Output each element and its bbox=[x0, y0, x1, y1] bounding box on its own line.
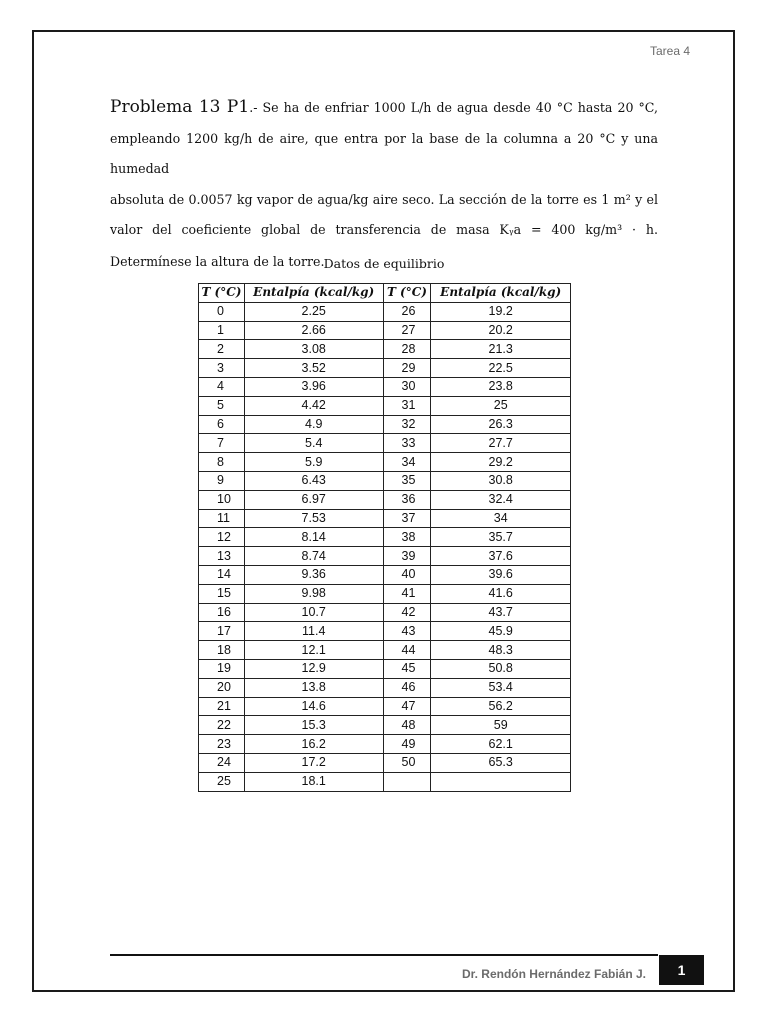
temperature-cell: 34 bbox=[383, 453, 431, 472]
enthalpy-cell: 12.9 bbox=[244, 659, 383, 678]
temperature-cell: 10 bbox=[199, 490, 245, 509]
enthalpy-cell: 9.98 bbox=[244, 584, 383, 603]
table-row bbox=[199, 396, 571, 415]
table-row bbox=[199, 509, 571, 528]
table-row bbox=[199, 302, 571, 321]
enthalpy-cell: 53.4 bbox=[431, 678, 571, 697]
enthalpy-cell: 65.3 bbox=[431, 753, 571, 772]
problem-line-2: empleando 1200 kg/h de aire, que entra por la base de la columna a 20 °C y una humedad bbox=[110, 130, 658, 176]
enthalpy-cell: 2.25 bbox=[244, 302, 383, 321]
temperature-cell: 19 bbox=[199, 659, 245, 678]
enthalpy-cell: 6.97 bbox=[244, 490, 383, 509]
temperature-cell: 18 bbox=[199, 641, 245, 660]
temperature-cell: 48 bbox=[383, 716, 431, 735]
table-row bbox=[199, 434, 571, 453]
problem-question: Determínese la altura de la torre. bbox=[110, 253, 325, 269]
enthalpy-cell: 41.6 bbox=[431, 584, 571, 603]
header-label: Tarea 4 bbox=[649, 44, 690, 58]
problem-statement bbox=[110, 92, 658, 278]
enthalpy-cell: 3.08 bbox=[244, 340, 383, 359]
table-row bbox=[199, 490, 571, 509]
temperature-cell: 22 bbox=[199, 716, 245, 735]
header-temperature-1: T (°C) bbox=[199, 284, 245, 303]
problem-title: Problema 13 P1 bbox=[110, 97, 250, 117]
temperature-cell: 3 bbox=[199, 359, 245, 378]
enthalpy-cell: 48.3 bbox=[431, 641, 571, 660]
enthalpy-cell: 62.1 bbox=[431, 735, 571, 754]
temperature-cell: 11 bbox=[199, 509, 245, 528]
temperature-cell: 7 bbox=[199, 434, 245, 453]
temperature-cell: 42 bbox=[383, 603, 431, 622]
temperature-cell: 44 bbox=[383, 641, 431, 660]
temperature-cell bbox=[383, 772, 431, 791]
enthalpy-cell: 6.43 bbox=[244, 471, 383, 490]
table-row bbox=[199, 753, 571, 772]
temperature-cell: 17 bbox=[199, 622, 245, 641]
enthalpy-cell: 34 bbox=[431, 509, 571, 528]
enthalpy-cell: 4.42 bbox=[244, 396, 383, 415]
table-row bbox=[199, 415, 571, 434]
temperature-cell: 24 bbox=[199, 753, 245, 772]
enthalpy-cell: 35.7 bbox=[431, 528, 571, 547]
temperature-cell: 1 bbox=[199, 321, 245, 340]
enthalpy-cell: 26.3 bbox=[431, 415, 571, 434]
enthalpy-cell: 3.96 bbox=[244, 377, 383, 396]
enthalpy-cell: 45.9 bbox=[431, 622, 571, 641]
temperature-cell: 26 bbox=[383, 302, 431, 321]
enthalpy-cell: 29.2 bbox=[431, 453, 571, 472]
temperature-cell: 16 bbox=[199, 603, 245, 622]
table-row bbox=[199, 641, 571, 660]
temperature-cell: 8 bbox=[199, 453, 245, 472]
enthalpy-cell: 15.3 bbox=[244, 716, 383, 735]
temperature-cell: 32 bbox=[383, 415, 431, 434]
enthalpy-cell: 8.14 bbox=[244, 528, 383, 547]
table-row bbox=[199, 772, 571, 791]
temperature-cell: 39 bbox=[383, 547, 431, 566]
enthalpy-cell: 13.8 bbox=[244, 678, 383, 697]
temperature-cell: 15 bbox=[199, 584, 245, 603]
footer-rule bbox=[110, 954, 658, 956]
temperature-cell: 4 bbox=[199, 377, 245, 396]
table-row bbox=[199, 678, 571, 697]
enthalpy-cell: 18.1 bbox=[244, 772, 383, 791]
table-row bbox=[199, 603, 571, 622]
enthalpy-cell: 17.2 bbox=[244, 753, 383, 772]
temperature-cell: 47 bbox=[383, 697, 431, 716]
enthalpy-cell: 20.2 bbox=[431, 321, 571, 340]
temperature-cell: 28 bbox=[383, 340, 431, 359]
temperature-cell: 29 bbox=[383, 359, 431, 378]
header-enthalpy-1: Entalpía (kcal/kg) bbox=[244, 284, 383, 303]
temperature-cell: 50 bbox=[383, 753, 431, 772]
temperature-cell: 40 bbox=[383, 565, 431, 584]
page-number: 1 bbox=[659, 955, 704, 985]
enthalpy-cell: 22.5 bbox=[431, 359, 571, 378]
problem-line-1 bbox=[110, 92, 658, 124]
enthalpy-cell: 16.2 bbox=[244, 735, 383, 754]
table-row bbox=[199, 321, 571, 340]
temperature-cell: 21 bbox=[199, 697, 245, 716]
enthalpy-cell: 56.2 bbox=[431, 697, 571, 716]
enthalpy-cell: 43.7 bbox=[431, 603, 571, 622]
temperature-cell: 45 bbox=[383, 659, 431, 678]
header-enthalpy-2: Entalpía (kcal/kg) bbox=[431, 284, 571, 303]
table-row bbox=[199, 584, 571, 603]
temperature-cell: 0 bbox=[199, 302, 245, 321]
enthalpy-cell: 11.4 bbox=[244, 622, 383, 641]
enthalpy-cell: 4.9 bbox=[244, 415, 383, 434]
equilibrium-table bbox=[198, 283, 571, 792]
enthalpy-cell: 5.4 bbox=[244, 434, 383, 453]
table-row bbox=[199, 377, 571, 396]
table-row bbox=[199, 659, 571, 678]
temperature-cell: 38 bbox=[383, 528, 431, 547]
table-header-row bbox=[199, 284, 571, 303]
enthalpy-cell bbox=[431, 772, 571, 791]
enthalpy-cell: 59 bbox=[431, 716, 571, 735]
temperature-cell: 41 bbox=[383, 584, 431, 603]
temperature-cell: 25 bbox=[199, 772, 245, 791]
enthalpy-cell: 30.8 bbox=[431, 471, 571, 490]
enthalpy-cell: 25 bbox=[431, 396, 571, 415]
problem-text-1: .- Se ha de enfriar 1000 L/h de agua desde 40 °C hasta 20 °C, bbox=[249, 100, 658, 115]
table-row bbox=[199, 547, 571, 566]
temperature-cell: 30 bbox=[383, 377, 431, 396]
table-row bbox=[199, 359, 571, 378]
temperature-cell: 6 bbox=[199, 415, 245, 434]
enthalpy-cell: 27.7 bbox=[431, 434, 571, 453]
temperature-cell: 37 bbox=[383, 509, 431, 528]
temperature-cell: 27 bbox=[383, 321, 431, 340]
enthalpy-cell: 12.1 bbox=[244, 641, 383, 660]
temperature-cell: 13 bbox=[199, 547, 245, 566]
enthalpy-cell: 3.52 bbox=[244, 359, 383, 378]
table-row bbox=[199, 340, 571, 359]
temperature-cell: 46 bbox=[383, 678, 431, 697]
table-row bbox=[199, 735, 571, 754]
problem-line-3: absoluta de 0.0057 kg vapor de agua/kg aire seco. La sección de la torre es 1 m² y el bbox=[110, 191, 658, 207]
temperature-cell: 36 bbox=[383, 490, 431, 509]
temperature-cell: 12 bbox=[199, 528, 245, 547]
temperature-cell: 5 bbox=[199, 396, 245, 415]
enthalpy-cell: 8.74 bbox=[244, 547, 383, 566]
table-row bbox=[199, 453, 571, 472]
problem-line-4: valor del coeficiente global de transferencia de masa Kᵧa = 400 kg/m³ · h. bbox=[110, 222, 658, 237]
table-row bbox=[199, 528, 571, 547]
enthalpy-cell: 19.2 bbox=[431, 302, 571, 321]
enthalpy-cell: 50.8 bbox=[431, 659, 571, 678]
table-row bbox=[199, 716, 571, 735]
footer-author: Dr. Rendón Hernández Fabián J. bbox=[461, 967, 646, 981]
enthalpy-cell: 39.6 bbox=[431, 565, 571, 584]
enthalpy-cell: 9.36 bbox=[244, 565, 383, 584]
enthalpy-cell: 5.9 bbox=[244, 453, 383, 472]
enthalpy-cell: 2.66 bbox=[244, 321, 383, 340]
temperature-cell: 33 bbox=[383, 434, 431, 453]
temperature-cell: 9 bbox=[199, 471, 245, 490]
enthalpy-cell: 14.6 bbox=[244, 697, 383, 716]
enthalpy-cell: 23.8 bbox=[431, 377, 571, 396]
temperature-cell: 31 bbox=[383, 396, 431, 415]
temperature-cell: 2 bbox=[199, 340, 245, 359]
enthalpy-cell: 7.53 bbox=[244, 509, 383, 528]
enthalpy-cell: 32.4 bbox=[431, 490, 571, 509]
table-row bbox=[199, 565, 571, 584]
temperature-cell: 20 bbox=[199, 678, 245, 697]
temperature-cell: 49 bbox=[383, 735, 431, 754]
table-title: Datos de equilibrio bbox=[323, 256, 445, 271]
table-row bbox=[199, 622, 571, 641]
enthalpy-cell: 37.6 bbox=[431, 547, 571, 566]
temperature-cell: 23 bbox=[199, 735, 245, 754]
temperature-cell: 43 bbox=[383, 622, 431, 641]
temperature-cell: 14 bbox=[199, 565, 245, 584]
enthalpy-cell: 21.3 bbox=[431, 340, 571, 359]
header-temperature-2: T (°C) bbox=[383, 284, 431, 303]
enthalpy-cell: 10.7 bbox=[244, 603, 383, 622]
table-row bbox=[199, 471, 571, 490]
temperature-cell: 35 bbox=[383, 471, 431, 490]
table-row bbox=[199, 697, 571, 716]
